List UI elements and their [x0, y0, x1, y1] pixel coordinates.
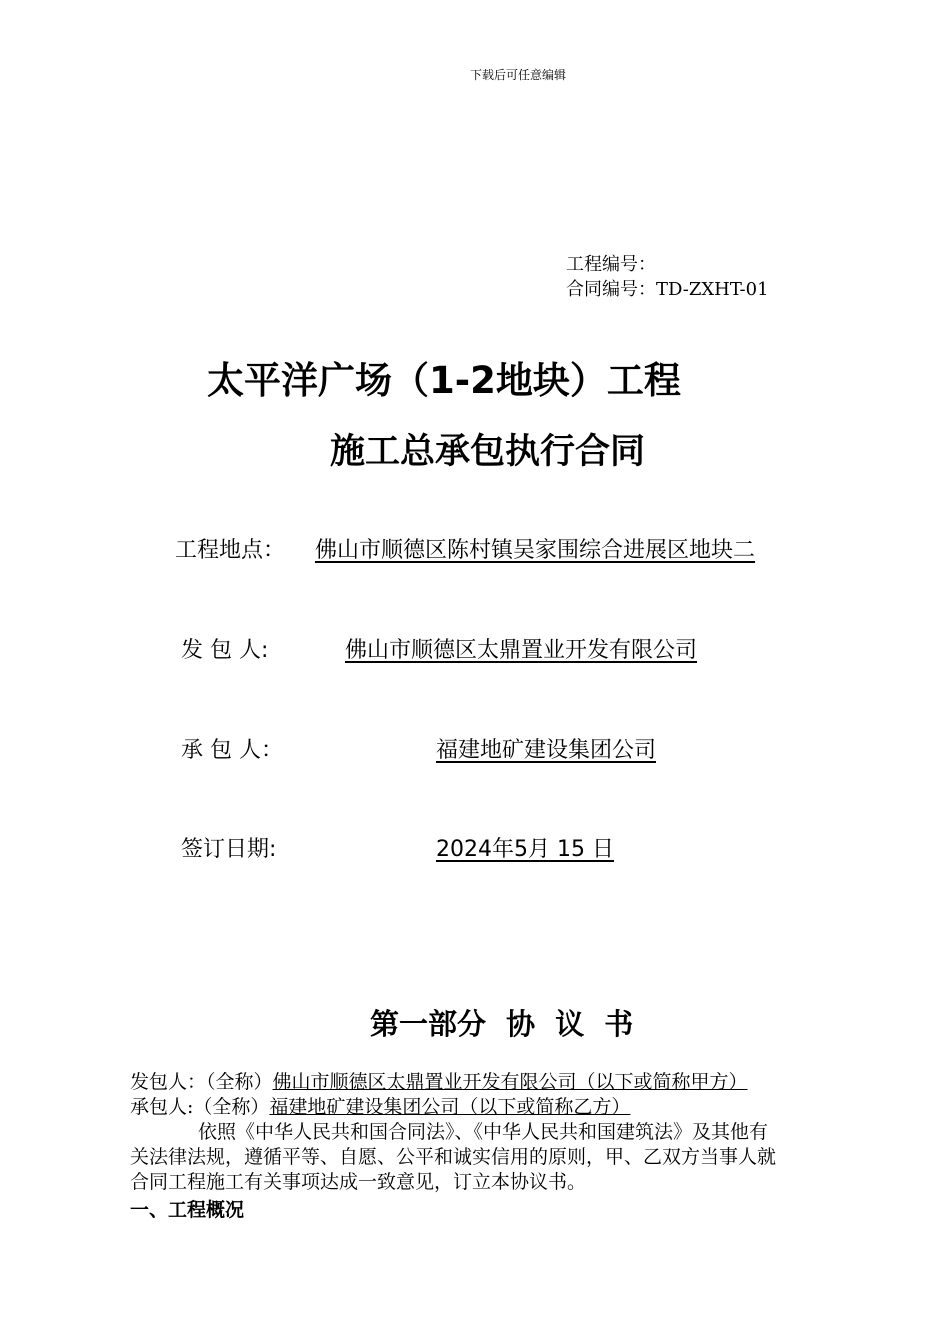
heading-project-overview: 一、工程概况: [130, 1199, 245, 1221]
paragraph-line1: 依照《中华人民共和国合同法》、《中华人民共和国建筑法》及其他有: [198, 1121, 769, 1143]
contract-number: 合同编号：TD-ZXHT-01: [566, 279, 769, 300]
contractor-line: [130, 1095, 630, 1120]
location-value: 佛山市顺德区陈村镇吴家围综合进展区地块二: [315, 538, 756, 563]
contractor-label: 承 包 人：: [181, 738, 283, 763]
header-note: 下载后可任意编辑: [469, 68, 566, 82]
document-title-line2: 施工总承包执行合同: [330, 432, 646, 472]
employer-label: 发 包 人:: [181, 638, 269, 663]
section-title: 第一部分 协 议 书: [370, 1007, 634, 1041]
paragraph-line2: 关法律法规，遵循平等、自愿、公平和诚实信用的原则，甲、乙双方当事人就: [130, 1146, 777, 1168]
contractor-name: 福建地矿建设集团公司（以下或简称乙方）: [269, 1096, 631, 1118]
date-value: 2024年5月 15 日: [436, 837, 614, 862]
project-number: 工程编号：: [566, 254, 656, 275]
paragraph-line3: 合同工程施工有关事项达成一致意见，订立本协议书。: [130, 1171, 587, 1193]
employer-prefix: 发包人：（全称）: [130, 1071, 273, 1093]
date-label: 签订日期:: [181, 837, 277, 862]
location-label: 工程地点：: [175, 538, 286, 563]
contractor-value: 福建地矿建设集团公司: [436, 738, 657, 763]
employer-line: [130, 1070, 748, 1095]
document-title-line1: 太平洋广场（1-2地块）工程: [207, 359, 681, 402]
employer-name: 佛山市顺德区太鼎置业开发有限公司（以下或简称甲方）: [272, 1071, 748, 1093]
contractor-prefix: 承包人:（全称）: [130, 1096, 270, 1118]
employer-value: 佛山市顺德区太鼎置业开发有限公司: [345, 638, 698, 663]
